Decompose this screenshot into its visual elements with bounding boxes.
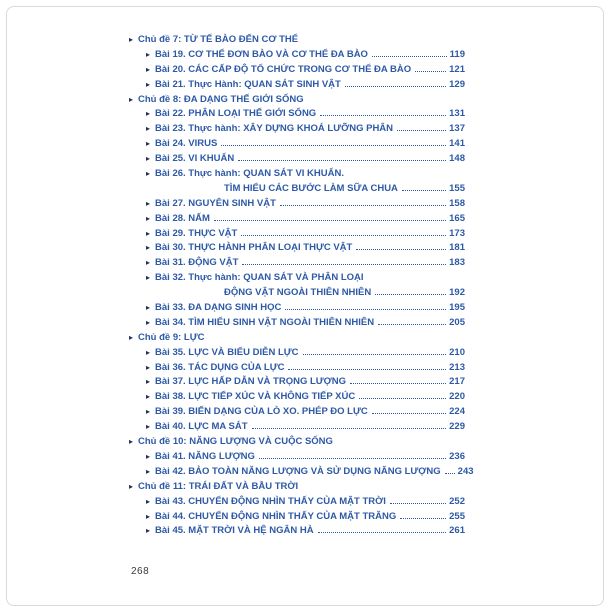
toc-item	[129, 241, 465, 256]
lesson-page: 119	[449, 48, 465, 60]
toc-item	[129, 465, 474, 480]
lesson-title: Bài 20. CÁC CẤP ĐỘ TỔ CHỨC TRONG CƠ THỂ ĐA BÀO	[155, 63, 412, 75]
dot-leader	[415, 71, 446, 72]
lesson-page: 181	[449, 242, 465, 254]
toc-item	[129, 63, 465, 78]
toc-item	[129, 227, 465, 242]
lesson-page: 261	[449, 525, 465, 537]
triangle-bullet-icon: ▸	[129, 94, 134, 104]
lesson-title: Bài 32. Thực hành: QUAN SÁT VÀ PHÂN LOẠI	[155, 272, 364, 284]
dot-leader	[242, 264, 446, 265]
table-of-contents	[129, 33, 474, 539]
triangle-bullet-icon: ▸	[146, 466, 151, 476]
lesson-page: 183	[449, 257, 465, 269]
toc-item	[129, 316, 465, 331]
dot-leader	[252, 428, 447, 429]
toc-item	[129, 361, 465, 376]
lesson-page: 173	[449, 227, 465, 239]
lesson-title: Bài 36. TÁC DỤNG CỦA LỰC	[155, 361, 285, 373]
triangle-bullet-icon: ▸	[129, 35, 134, 44]
lesson-page: 158	[449, 197, 465, 209]
lesson-title: Bài 42. BẢO TOÀN NĂNG LƯỢNG VÀ SỬ DỤNG NĂNG LƯỢNG	[155, 465, 441, 477]
toc-item	[129, 197, 465, 212]
dot-leader	[288, 369, 446, 370]
lesson-page: 213	[449, 361, 465, 373]
lesson-page: 121	[449, 63, 465, 75]
lesson-title: Bài 33. ĐA DẠNG SINH HỌC	[155, 302, 282, 314]
dot-leader	[280, 205, 446, 206]
lesson-page: 141	[449, 138, 465, 150]
lesson-title: Bài 22. PHÂN LOẠI THẾ GIỚI SỐNG	[155, 108, 317, 120]
triangle-bullet-icon: ▸	[146, 451, 151, 461]
lesson-title-continued: TÌM HIỂU CÁC BƯỚC LÀM SỮA CHUA	[224, 182, 398, 194]
chapter-title: Chủ đề 9: LỰC	[138, 331, 205, 343]
chapter-title: Chủ đề 7: TỪ TẾ BÀO ĐẾN CƠ THỂ	[138, 34, 299, 45]
lesson-title: Bài 29. THỰC VẬT	[155, 227, 238, 239]
toc-item	[129, 78, 465, 93]
triangle-bullet-icon: ▸	[146, 198, 151, 208]
toc-item	[129, 212, 465, 227]
dot-leader	[238, 160, 446, 161]
triangle-bullet-icon: ▸	[146, 139, 151, 149]
toc-item	[129, 107, 465, 122]
lesson-title: Bài 44. CHUYỂN ĐỘNG NHÌN THẤY CỦA MẶT TRĂNG	[155, 510, 397, 522]
triangle-bullet-icon: ▸	[146, 169, 151, 179]
toc-item-continuation	[129, 182, 465, 197]
lesson-title: Bài 43. CHUYỂN ĐỘNG NHÌN THẤY CỦA MẶT TRỜI	[155, 495, 386, 507]
lesson-title: Bài 24. VIRUS	[155, 138, 218, 150]
lesson-title: Bài 38. LỰC TIẾP XÚC VÀ KHÔNG TIẾP XÚC	[155, 391, 356, 403]
dot-leader	[402, 190, 446, 191]
lesson-title: Bài 37. LỰC HẤP DẪN VÀ TRỌNG LƯỢNG	[155, 376, 347, 388]
toc-chapter	[129, 33, 465, 48]
chapter-title: Chủ đề 11: TRÁI ĐẤT VÀ BẦU TRỜI	[138, 480, 299, 492]
toc-item	[129, 256, 465, 271]
dot-leader	[320, 115, 446, 116]
lesson-page: 255	[449, 510, 465, 522]
dot-leader	[445, 473, 455, 474]
triangle-bullet-icon: ▸	[146, 526, 151, 536]
lesson-title: Bài 19. CƠ THỂ ĐƠN BÀO VÀ CƠ THỂ ĐA BÀO	[155, 48, 368, 60]
dot-leader	[214, 220, 446, 221]
lesson-page: 195	[449, 302, 465, 314]
dot-leader	[390, 503, 446, 504]
toc-item	[129, 137, 465, 152]
triangle-bullet-icon: ▸	[146, 243, 151, 253]
lesson-page: 243	[457, 465, 474, 477]
toc-item	[129, 152, 465, 167]
toc-item	[129, 390, 465, 405]
toc-item	[129, 375, 465, 390]
triangle-bullet-icon: ▸	[146, 347, 151, 357]
toc-chapter	[129, 331, 465, 346]
dot-leader	[318, 532, 447, 533]
toc-item	[129, 450, 465, 465]
toc-item	[129, 346, 465, 361]
lesson-title: Bài 23. Thực hành: XÂY DỰNG KHOÁ LƯỠNG PHÂN	[155, 123, 394, 135]
toc-chapter	[129, 480, 465, 495]
lesson-page: 236	[449, 450, 465, 462]
triangle-bullet-icon: ▸	[146, 154, 151, 164]
lesson-title: Bài 21. Thực Hành: QUAN SÁT SINH VẬT	[155, 78, 341, 90]
triangle-bullet-icon: ▸	[146, 258, 151, 268]
lesson-page: 252	[449, 495, 465, 507]
lesson-title-continued: ĐỘNG VẬT NGOÀI THIÊN NHIÊN	[224, 287, 372, 299]
toc-chapter	[129, 93, 465, 108]
lesson-page: 205	[449, 316, 465, 328]
triangle-bullet-icon: ▸	[129, 481, 134, 491]
lesson-title: Bài 28. NẤM	[155, 212, 210, 224]
toc-item-continuation	[129, 286, 465, 301]
lesson-title: Bài 34. TÌM HIỂU SINH VẬT NGOÀI THIÊN NHIÊN	[155, 316, 375, 328]
lesson-page: 137	[449, 123, 465, 135]
chapter-title: Chủ đề 8: ĐA DẠNG THẾ GIỚI SỐNG	[138, 93, 304, 105]
dot-leader	[400, 518, 446, 519]
lesson-page: 220	[449, 391, 465, 403]
triangle-bullet-icon: ▸	[146, 362, 151, 372]
triangle-bullet-icon: ▸	[146, 124, 151, 134]
lesson-page: 155	[449, 182, 465, 194]
page-number: 268	[131, 566, 150, 577]
toc-item	[129, 405, 465, 420]
dot-leader	[345, 86, 446, 87]
triangle-bullet-icon: ▸	[146, 511, 151, 521]
toc-item	[129, 167, 465, 182]
triangle-bullet-icon: ▸	[146, 109, 151, 119]
dot-leader	[378, 324, 446, 325]
triangle-bullet-icon: ▸	[146, 496, 151, 506]
lesson-page: 165	[449, 212, 465, 224]
triangle-bullet-icon: ▸	[146, 213, 151, 223]
lesson-title: Bài 26. Thực hành: QUAN SÁT VI KHUẨN.	[155, 168, 344, 180]
lesson-title: Bài 35. LỰC VÀ BIỂU DIỄN LỰC	[155, 346, 299, 358]
dot-leader	[259, 458, 446, 459]
triangle-bullet-icon: ▸	[129, 332, 134, 342]
lesson-page: 192	[449, 287, 465, 299]
dot-leader	[375, 294, 446, 295]
lesson-title: Bài 30. THỰC HÀNH PHÂN LOẠI THỰC VẬT	[155, 242, 353, 254]
dot-leader	[356, 249, 446, 250]
dot-leader	[397, 130, 446, 131]
toc-chapter	[129, 435, 465, 450]
toc-item	[129, 48, 465, 63]
lesson-page: 229	[449, 421, 465, 433]
dot-leader	[359, 398, 446, 399]
triangle-bullet-icon: ▸	[146, 377, 151, 387]
lesson-title: Bài 31. ĐỘNG VẬT	[155, 257, 239, 269]
dot-leader	[221, 145, 446, 146]
dot-leader	[241, 235, 446, 236]
lesson-page: 129	[449, 78, 465, 90]
toc-item	[129, 510, 465, 525]
triangle-bullet-icon: ▸	[146, 64, 151, 74]
triangle-bullet-icon: ▸	[146, 392, 151, 402]
toc-item	[129, 122, 465, 137]
lesson-title: Bài 41. NĂNG LƯỢNG	[155, 450, 255, 462]
toc-item	[129, 301, 465, 316]
chapter-title: Chủ đề 10: NĂNG LƯỢNG VÀ CUỘC SỐNG	[138, 436, 333, 448]
triangle-bullet-icon: ▸	[146, 303, 151, 313]
lesson-page: 217	[449, 376, 465, 388]
triangle-bullet-icon: ▸	[146, 49, 151, 59]
toc-item	[129, 420, 465, 435]
triangle-bullet-icon: ▸	[129, 437, 134, 447]
lesson-title: Bài 25. VI KHUẨN	[155, 153, 235, 165]
dot-leader	[372, 56, 447, 57]
triangle-bullet-icon: ▸	[146, 228, 151, 238]
triangle-bullet-icon: ▸	[146, 317, 151, 327]
dot-leader	[303, 354, 447, 355]
triangle-bullet-icon: ▸	[146, 422, 151, 432]
triangle-bullet-icon: ▸	[146, 79, 151, 89]
triangle-bullet-icon: ▸	[146, 407, 151, 417]
triangle-bullet-icon: ▸	[146, 273, 151, 283]
lesson-title: Bài 45. MẶT TRỜI VÀ HỆ NGÂN HÀ	[155, 525, 314, 537]
lesson-title: Bài 27. NGUYÊN SINH VẬT	[155, 197, 276, 209]
lesson-title: Bài 40. LỰC MA SÁT	[155, 421, 248, 433]
toc-item	[129, 271, 465, 286]
lesson-page: 148	[449, 153, 465, 165]
lesson-page: 224	[449, 406, 465, 418]
dot-leader	[350, 383, 446, 384]
lesson-title: Bài 39. BIẾN DẠNG CỦA LÒ XO. PHÉP ĐO LỰC	[155, 406, 368, 418]
dot-leader	[372, 413, 446, 414]
lesson-page: 210	[449, 346, 465, 358]
dot-leader	[285, 309, 446, 310]
toc-item	[129, 495, 465, 510]
toc-item	[129, 524, 465, 539]
lesson-page: 131	[449, 108, 465, 120]
